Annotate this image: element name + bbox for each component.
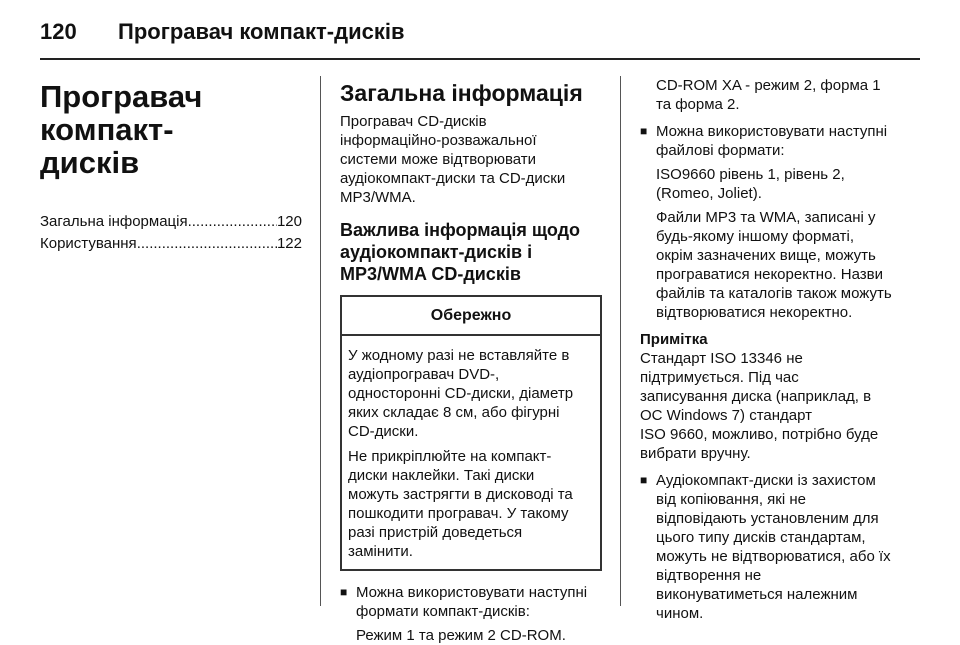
- column-divider-1: [320, 76, 321, 606]
- subsection-heading: Важлива інформація щодо аудіокомпакт-дисків і MP3/WMA CD-дисків: [340, 220, 581, 284]
- toc-entry-label: Загальна інформація: [40, 213, 188, 230]
- note-text: Стандарт ISO 13346 не підтримується. Під час записування диска (наприклад, в ОС Windows 7) стандарт ISO 9660, можливо, потрібно буде вибрати вручну.: [640, 350, 879, 462]
- bullet-square-icon: ■: [340, 585, 348, 599]
- toc-entry-page: 122: [276, 235, 302, 252]
- caution-paragraph: Не прикріплюйте на компакт- диски наклейки. Такі диски можуть застрягти в дисководі та пошкодити програвач. У такому разі пристрій доведеться замінити.: [348, 448, 573, 560]
- bullet-subtext: Режим 1 та режим 2 CD-ROM.: [356, 627, 566, 644]
- bullet-text: Аудіокомпакт-диски із захистом від копіювання, які не відповідають установленим для цього типу дисків стандартам, можуть не відтворюватися, або їх відтворення не виконуватиметься належним чином.: [656, 472, 891, 622]
- column-chapter: [40, 76, 302, 255]
- continued-text: CD-ROM XA - режим 2, форма 1 та форма 2.: [656, 77, 881, 113]
- toc-leader-dots: [188, 211, 277, 233]
- intro-paragraph: Програвач CD-дисків інформаційно-розважальної системи може відтворювати аудіокомпакт-диски та CD-диски MP3/WMA.: [340, 113, 566, 206]
- note-block: [640, 330, 902, 463]
- bullet-item: [640, 122, 902, 322]
- header-rule: [40, 58, 920, 60]
- bullet-subtext: ISO9660 рівень 1, рівень 2, (Romeo, Joliet).: [656, 166, 845, 202]
- caution-paragraph: У жодному разі не вставляйте в аудіопрогравач DVD-, односторонні CD-диски, діаметр яких складає 8 см, або фігурні CD-диски.: [348, 347, 574, 440]
- toc-entry[interactable]: [40, 211, 302, 233]
- bullet-subtext: Файли MP3 та WMA, записані у будь-якому іншому форматі, окрім зазначених вище, можуть програватися некоректно. Назви файлів та каталогів також можуть відтворюватися некоректно.: [656, 209, 892, 321]
- column-general-info: [340, 76, 602, 645]
- bullet-item: [340, 583, 602, 645]
- chapter-title: Програвач компакт- дисків: [40, 79, 203, 180]
- toc-entry-page: 120: [276, 213, 302, 230]
- column-formats: [640, 76, 902, 623]
- column-divider-2: [620, 76, 621, 606]
- bullet-square-icon: ■: [640, 124, 648, 138]
- page-number: 120: [40, 19, 77, 44]
- toc-entry[interactable]: [40, 233, 302, 255]
- bullet-item: [640, 471, 902, 623]
- bullet-text: Можна використовувати наступні формати компакт-дисків:: [356, 584, 588, 620]
- running-title: Програвач компакт-дисків: [118, 19, 405, 44]
- bullet-text: Можна використовувати наступні файлові формати:: [656, 123, 888, 159]
- toc-leader-dots: [137, 233, 277, 255]
- caution-box: [340, 295, 602, 571]
- caution-title: Обережно: [342, 297, 600, 336]
- page-header: [40, 14, 404, 50]
- bullet-square-icon: ■: [640, 473, 648, 487]
- section-heading: Загальна інформація: [340, 80, 583, 106]
- toc-entry-label: Користування: [40, 235, 137, 252]
- caution-body: [342, 336, 600, 569]
- note-label: Примітка: [640, 331, 708, 348]
